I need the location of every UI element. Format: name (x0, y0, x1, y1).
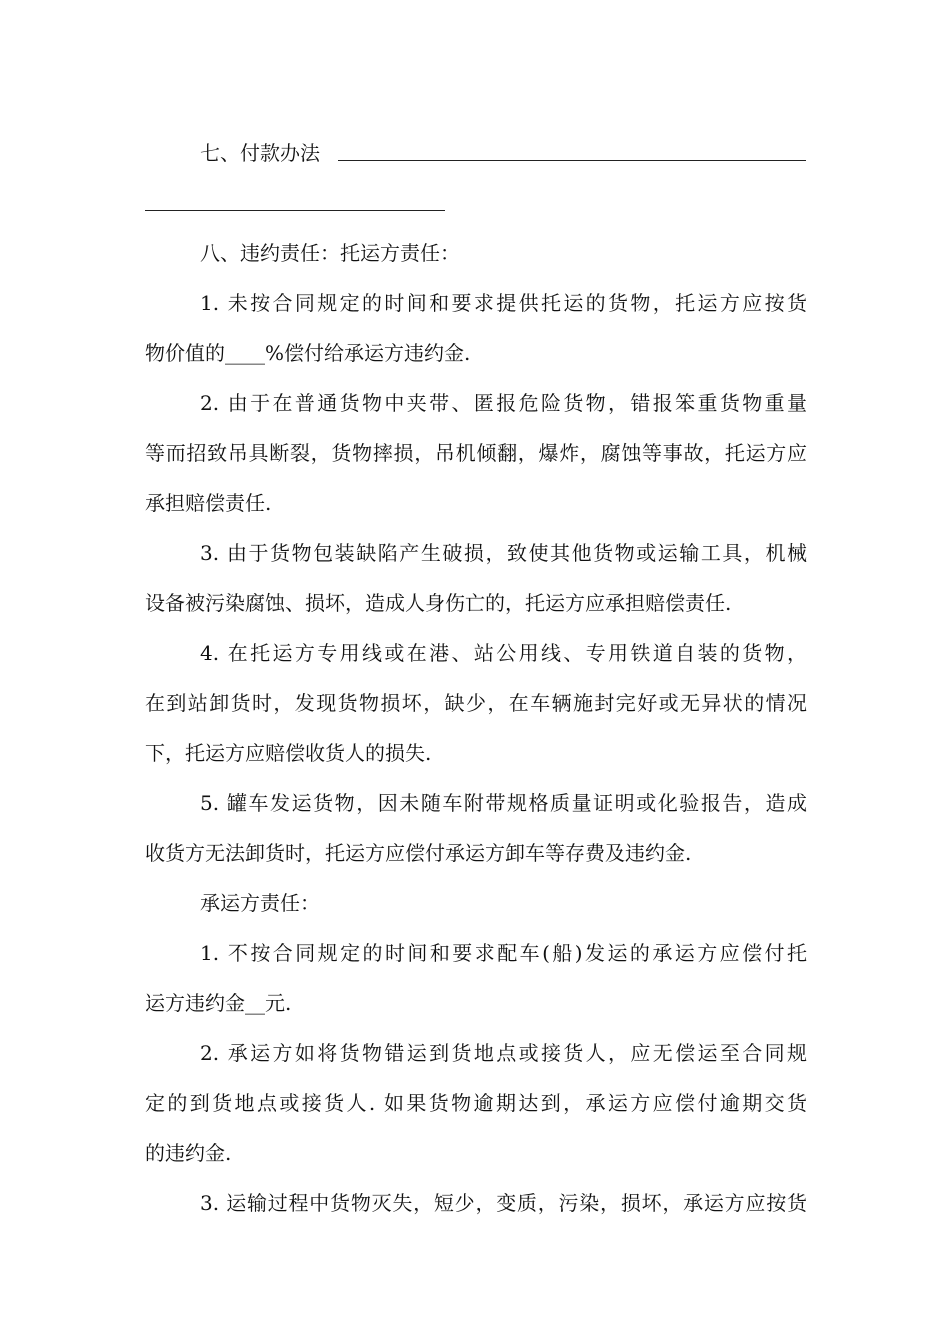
shipper-item-2-line-1: 2. 由于在普通货物中夹带、匿报危险货物，错报笨重货物重量 (200, 391, 807, 415)
shipper-item-3-line-2: 设备被污染腐蚀、损坏，造成人身伤亡的，托运方应承担赔偿责任. (145, 591, 732, 615)
carrier-item-1-line-1: 1. 不按合同规定的时间和要求配车(船)发运的承运方应偿付托 (200, 941, 807, 965)
carrier-item-2-line-2: 定的到货地点或接货人. 如果货物逾期达到，承运方应偿付逾期交货 (145, 1091, 807, 1115)
shipper-item-3-line-1: 3. 由于货物包装缺陷产生破损，致使其他货物或运输工具，机械 (200, 541, 807, 565)
carrier-heading: 承运方责任： (200, 891, 320, 915)
carrier-item-2-line-3: 的违约金. (145, 1141, 232, 1165)
section-7-heading: 七、付款办法 (200, 141, 320, 165)
shipper-item-5-line-1: 5. 罐车发运货物，因未随车附带规格质量证明或化验报告，造成 (200, 791, 807, 815)
carrier-item-3-line-1: 3. 运输过程中货物灭失，短少，变质，污染，损坏，承运方应按货 (200, 1191, 807, 1215)
blank-line (338, 160, 806, 161)
shipper-item-2-line-2: 等而招致吊具断裂，货物摔损，吊机倾翻，爆炸，腐蚀等事故，托运方应 (145, 441, 807, 465)
shipper-item-1-line-1: 1. 未按合同规定的时间和要求提供托运的货物，托运方应按货 (200, 291, 807, 315)
carrier-item-1-line-2: 运方违约金__元. (145, 991, 292, 1015)
carrier-item-2-line-1: 2. 承运方如将货物错运到货地点或接货人，应无偿运至合同规 (200, 1041, 807, 1065)
blank-line-continued (145, 210, 445, 211)
shipper-item-2-line-3: 承担赔偿责任. (145, 491, 272, 515)
section-8-heading: 八、违约责任：托运方责任： (200, 241, 460, 265)
shipper-item-1-line-2: 物价值的____%偿付给承运方违约金. (145, 341, 471, 365)
shipper-item-4-line-3: 下，托运方应赔偿收货人的损失. (145, 741, 432, 765)
shipper-item-4-line-2: 在到站卸货时，发现货物损坏，缺少，在车辆施封完好或无异状的情况 (145, 691, 807, 715)
shipper-item-5-line-2: 收货方无法卸货时，托运方应偿付承运方卸车等存费及违约金. (145, 841, 692, 865)
shipper-item-4-line-1: 4. 在托运方专用线或在港、站公用线、专用铁道自装的货物， (200, 641, 807, 665)
